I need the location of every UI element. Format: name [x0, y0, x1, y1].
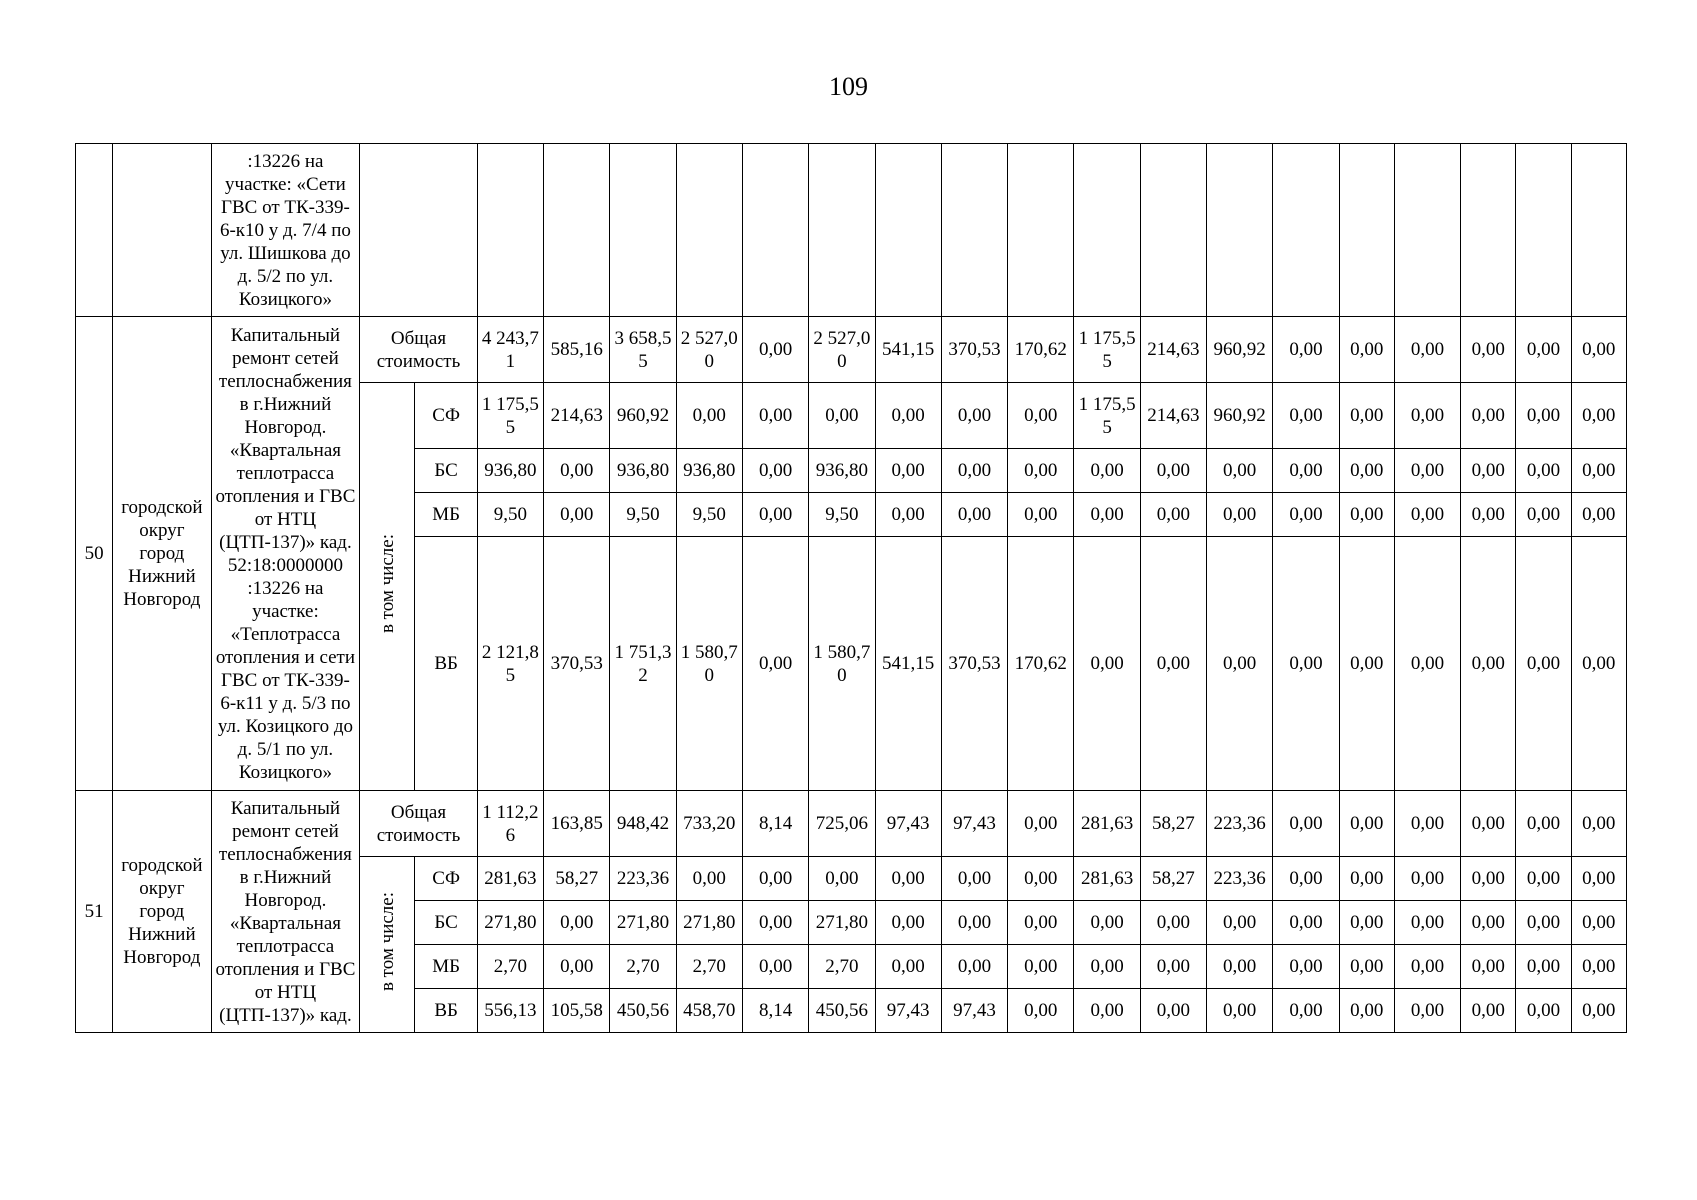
- value-cell: 0,00: [1273, 901, 1339, 945]
- source-code-cell: СФ: [415, 383, 477, 449]
- value-cell: 0,00: [1273, 449, 1339, 493]
- value-cell: 0,00: [1207, 945, 1273, 989]
- value-cell: 0,00: [676, 383, 742, 449]
- source-code-cell: МБ: [415, 945, 477, 989]
- value-cell: 0,00: [676, 857, 742, 901]
- value-cell: 725,06: [809, 791, 875, 857]
- source-code-cell: БС: [415, 901, 477, 945]
- value-cell: 0,00: [742, 537, 808, 791]
- value-cell: 214,63: [1140, 383, 1206, 449]
- value-cell: 0,00: [1008, 857, 1074, 901]
- value-cell: 1 751,32: [610, 537, 676, 791]
- value-cell: 0,00: [1074, 493, 1140, 537]
- value-cell: 0,00: [1571, 537, 1626, 791]
- value-cell: 0,00: [1394, 537, 1460, 791]
- value-cell: 0,00: [1394, 383, 1460, 449]
- value-cell: 1 580,70: [676, 537, 742, 791]
- value-cell: 0,00: [1207, 537, 1273, 791]
- including-label-cell: [360, 857, 415, 1033]
- value-cell: 0,00: [1394, 317, 1460, 383]
- municipality-cell: городской округ город Нижний Новгород: [113, 791, 211, 1033]
- value-cell: 948,42: [610, 791, 676, 857]
- value-cell: 0,00: [1571, 945, 1626, 989]
- value-cell: 370,53: [941, 317, 1007, 383]
- value-cell: 0,00: [1008, 945, 1074, 989]
- value-cell: 733,20: [676, 791, 742, 857]
- source-code-cell: БС: [415, 449, 477, 493]
- value-cell: 281,63: [1074, 791, 1140, 857]
- including-label: в том числе:: [376, 891, 398, 992]
- value-cell: 170,62: [1008, 317, 1074, 383]
- row-number-cell: 50: [76, 317, 113, 791]
- value-cell: 0,00: [1140, 989, 1206, 1033]
- value-cell: 0,00: [1394, 989, 1460, 1033]
- value-cell: 0,00: [1394, 945, 1460, 989]
- value-cell: 2,70: [676, 945, 742, 989]
- value-cell: 0,00: [1140, 945, 1206, 989]
- value-cell: 0,00: [875, 493, 941, 537]
- value-cell: 0,00: [941, 857, 1007, 901]
- value-cell: 0,00: [1394, 791, 1460, 857]
- value-cell: 281,63: [1074, 857, 1140, 901]
- value-cell: 0,00: [1140, 449, 1206, 493]
- value-cell: 450,56: [809, 989, 875, 1033]
- municipality-cell: городской округ город Нижний Новгород: [113, 317, 211, 791]
- source-code-cell: СФ: [415, 857, 477, 901]
- value-cell: 0,00: [1074, 901, 1140, 945]
- row-number-cell: [76, 144, 113, 317]
- value-cell: [610, 144, 676, 317]
- value-cell: 0,00: [1516, 317, 1571, 383]
- value-cell: 0,00: [941, 493, 1007, 537]
- value-cell: 105,58: [544, 989, 610, 1033]
- value-cell: 0,00: [1273, 791, 1339, 857]
- value-cell: [676, 144, 742, 317]
- value-cell: 556,13: [477, 989, 543, 1033]
- value-cell: 936,80: [676, 449, 742, 493]
- value-cell: 223,36: [610, 857, 676, 901]
- value-cell: 0,00: [1461, 383, 1516, 449]
- value-cell: 58,27: [1140, 857, 1206, 901]
- value-cell: [1461, 144, 1516, 317]
- table-row-continuation: [76, 144, 1627, 317]
- description-cell: :13226 на участке: «Сети ГВС от ТК-339-6-к10 у д. 7/4 по ул. Шишкова до д. 5/2 по ул. Козицкого»: [211, 144, 360, 317]
- table-row-total: [76, 317, 1627, 383]
- value-cell: 223,36: [1207, 857, 1273, 901]
- value-cell: 0,00: [1140, 537, 1206, 791]
- value-cell: 0,00: [1516, 857, 1571, 901]
- value-cell: 0,00: [809, 857, 875, 901]
- value-cell: 0,00: [1461, 901, 1516, 945]
- value-cell: 0,00: [1008, 791, 1074, 857]
- value-cell: 0,00: [1273, 537, 1339, 791]
- value-cell: 960,92: [1207, 317, 1273, 383]
- value-cell: [1516, 144, 1571, 317]
- municipality-cell: [113, 144, 211, 317]
- value-cell: 0,00: [544, 449, 610, 493]
- value-cell: 0,00: [544, 901, 610, 945]
- value-cell: 0,00: [1516, 383, 1571, 449]
- value-cell: 0,00: [1571, 989, 1626, 1033]
- row-number-cell: 51: [76, 791, 113, 1033]
- value-cell: 0,00: [742, 945, 808, 989]
- including-label: в том числе:: [376, 533, 398, 634]
- value-cell: 0,00: [1140, 901, 1206, 945]
- value-cell: 0,00: [1273, 383, 1339, 449]
- value-cell: 0,00: [1207, 901, 1273, 945]
- value-cell: 2,70: [809, 945, 875, 989]
- value-cell: 0,00: [875, 945, 941, 989]
- value-cell: [875, 144, 941, 317]
- value-cell: 0,00: [1571, 317, 1626, 383]
- value-cell: 170,62: [1008, 537, 1074, 791]
- value-cell: 271,80: [676, 901, 742, 945]
- value-cell: 458,70: [676, 989, 742, 1033]
- value-cell: 0,00: [875, 383, 941, 449]
- value-cell: 2,70: [610, 945, 676, 989]
- funding-label-cell: [360, 144, 478, 317]
- value-cell: 0,00: [1461, 317, 1516, 383]
- value-cell: 0,00: [742, 383, 808, 449]
- value-cell: 1 112,26: [477, 791, 543, 857]
- value-cell: 0,00: [544, 945, 610, 989]
- value-cell: 97,43: [875, 989, 941, 1033]
- value-cell: [1074, 144, 1140, 317]
- value-cell: 0,00: [1008, 493, 1074, 537]
- value-cell: 0,00: [1394, 449, 1460, 493]
- value-cell: 0,00: [1008, 383, 1074, 449]
- value-cell: 97,43: [875, 791, 941, 857]
- value-cell: 0,00: [1461, 857, 1516, 901]
- value-cell: 0,00: [1273, 989, 1339, 1033]
- value-cell: 0,00: [1516, 449, 1571, 493]
- description-cell: Капитальный ремонт сетей теплоснабжения в г.Нижний Новгород. «Квартальная теплотрасса отопления и ГВС от НТЦ (ЦТП-137)» кад. 52:18:0000000 :13226 на участке: «Теплотрасса отопления и сети ГВС от ТК-339-6-к11 у д. 5/3 по ул. Козицкого до д. 5/1 по ул. Козицкого»: [211, 317, 360, 791]
- budget-table: [75, 143, 1627, 1033]
- value-cell: 0,00: [742, 449, 808, 493]
- value-cell: 58,27: [544, 857, 610, 901]
- value-cell: 97,43: [941, 989, 1007, 1033]
- including-label-cell: [360, 383, 415, 791]
- value-cell: 58,27: [1140, 791, 1206, 857]
- value-cell: 541,15: [875, 537, 941, 791]
- value-cell: 0,00: [1571, 791, 1626, 857]
- value-cell: 0,00: [1339, 791, 1394, 857]
- value-cell: 0,00: [875, 901, 941, 945]
- value-cell: 0,00: [1461, 449, 1516, 493]
- value-cell: 163,85: [544, 791, 610, 857]
- value-cell: 0,00: [1339, 317, 1394, 383]
- value-cell: 271,80: [477, 901, 543, 945]
- value-cell: 1 175,55: [1074, 383, 1140, 449]
- value-cell: 0,00: [1008, 989, 1074, 1033]
- value-cell: 0,00: [1461, 989, 1516, 1033]
- value-cell: 0,00: [809, 383, 875, 449]
- value-cell: 0,00: [1008, 901, 1074, 945]
- value-cell: 0,00: [1571, 493, 1626, 537]
- value-cell: 9,50: [809, 493, 875, 537]
- value-cell: 0,00: [1571, 449, 1626, 493]
- value-cell: [1394, 144, 1460, 317]
- value-cell: [1273, 144, 1339, 317]
- value-cell: 214,63: [544, 383, 610, 449]
- value-cell: 0,00: [1207, 493, 1273, 537]
- source-code-cell: ВБ: [415, 989, 477, 1033]
- value-cell: 541,15: [875, 317, 941, 383]
- total-label-cell: Общая стоимость: [360, 791, 478, 857]
- value-cell: 3 658,55: [610, 317, 676, 383]
- value-cell: 0,00: [1461, 537, 1516, 791]
- value-cell: 0,00: [1571, 857, 1626, 901]
- value-cell: 0,00: [1516, 901, 1571, 945]
- value-cell: 936,80: [809, 449, 875, 493]
- value-cell: 0,00: [1339, 383, 1394, 449]
- value-cell: 0,00: [1074, 989, 1140, 1033]
- value-cell: 1 175,55: [1074, 317, 1140, 383]
- value-cell: 0,00: [941, 945, 1007, 989]
- value-cell: [1008, 144, 1074, 317]
- value-cell: [809, 144, 875, 317]
- value-cell: [1571, 144, 1626, 317]
- value-cell: 2 527,00: [809, 317, 875, 383]
- table-row-total: [76, 791, 1627, 857]
- value-cell: 0,00: [1339, 449, 1394, 493]
- value-cell: 97,43: [941, 791, 1007, 857]
- value-cell: 0,00: [941, 383, 1007, 449]
- value-cell: 0,00: [1516, 945, 1571, 989]
- value-cell: 214,63: [1140, 317, 1206, 383]
- value-cell: 0,00: [1461, 945, 1516, 989]
- value-cell: 0,00: [1273, 493, 1339, 537]
- value-cell: 0,00: [1074, 537, 1140, 791]
- value-cell: 0,00: [1207, 989, 1273, 1033]
- value-cell: 223,36: [1207, 791, 1273, 857]
- value-cell: 0,00: [1571, 901, 1626, 945]
- value-cell: 281,63: [477, 857, 543, 901]
- value-cell: 8,14: [742, 989, 808, 1033]
- value-cell: 0,00: [1571, 383, 1626, 449]
- value-cell: 0,00: [1516, 791, 1571, 857]
- value-cell: 960,92: [1207, 383, 1273, 449]
- value-cell: 9,50: [477, 493, 543, 537]
- value-cell: 9,50: [610, 493, 676, 537]
- value-cell: 960,92: [610, 383, 676, 449]
- value-cell: 2,70: [477, 945, 543, 989]
- value-cell: 370,53: [544, 537, 610, 791]
- value-cell: [544, 144, 610, 317]
- value-cell: 2 121,85: [477, 537, 543, 791]
- value-cell: [1339, 144, 1394, 317]
- value-cell: 1 580,70: [809, 537, 875, 791]
- value-cell: 0,00: [742, 493, 808, 537]
- value-cell: 0,00: [742, 901, 808, 945]
- value-cell: 271,80: [610, 901, 676, 945]
- value-cell: [1140, 144, 1206, 317]
- value-cell: 0,00: [941, 901, 1007, 945]
- value-cell: [477, 144, 543, 317]
- value-cell: 0,00: [544, 493, 610, 537]
- source-code-cell: МБ: [415, 493, 477, 537]
- page-number: 109: [829, 72, 868, 101]
- value-cell: 0,00: [1207, 449, 1273, 493]
- value-cell: 0,00: [1461, 791, 1516, 857]
- value-cell: 370,53: [941, 537, 1007, 791]
- value-cell: 271,80: [809, 901, 875, 945]
- value-cell: 0,00: [1339, 537, 1394, 791]
- value-cell: 4 243,71: [477, 317, 543, 383]
- value-cell: 2 527,00: [676, 317, 742, 383]
- value-cell: 0,00: [1273, 857, 1339, 901]
- value-cell: 8,14: [742, 791, 808, 857]
- value-cell: 936,80: [610, 449, 676, 493]
- value-cell: 0,00: [1516, 537, 1571, 791]
- value-cell: 0,00: [1339, 901, 1394, 945]
- value-cell: 0,00: [1394, 493, 1460, 537]
- value-cell: 0,00: [941, 449, 1007, 493]
- value-cell: 0,00: [1516, 989, 1571, 1033]
- value-cell: 0,00: [875, 449, 941, 493]
- value-cell: 1 175,55: [477, 383, 543, 449]
- value-cell: 0,00: [1339, 857, 1394, 901]
- value-cell: 585,16: [544, 317, 610, 383]
- value-cell: 0,00: [1516, 493, 1571, 537]
- value-cell: 0,00: [1339, 989, 1394, 1033]
- value-cell: 0,00: [1339, 493, 1394, 537]
- value-cell: 0,00: [1339, 945, 1394, 989]
- value-cell: 0,00: [1074, 945, 1140, 989]
- value-cell: 0,00: [1394, 901, 1460, 945]
- value-cell: 0,00: [1273, 945, 1339, 989]
- value-cell: [742, 144, 808, 317]
- value-cell: 0,00: [1140, 493, 1206, 537]
- source-code-cell: ВБ: [415, 537, 477, 791]
- value-cell: 0,00: [1273, 317, 1339, 383]
- value-cell: 0,00: [1008, 449, 1074, 493]
- value-cell: 0,00: [1461, 493, 1516, 537]
- value-cell: 0,00: [1074, 449, 1140, 493]
- value-cell: 9,50: [676, 493, 742, 537]
- value-cell: [1207, 144, 1273, 317]
- value-cell: 0,00: [1394, 857, 1460, 901]
- value-cell: 0,00: [742, 857, 808, 901]
- total-label-cell: Общая стоимость: [360, 317, 478, 383]
- description-cell: Капитальный ремонт сетей теплоснабжения в г.Нижний Новгород. «Квартальная теплотрасса отопления и ГВС от НТЦ (ЦТП-137)» кад.: [211, 791, 360, 1033]
- value-cell: 450,56: [610, 989, 676, 1033]
- value-cell: 0,00: [742, 317, 808, 383]
- value-cell: [941, 144, 1007, 317]
- value-cell: 0,00: [875, 857, 941, 901]
- value-cell: 936,80: [477, 449, 543, 493]
